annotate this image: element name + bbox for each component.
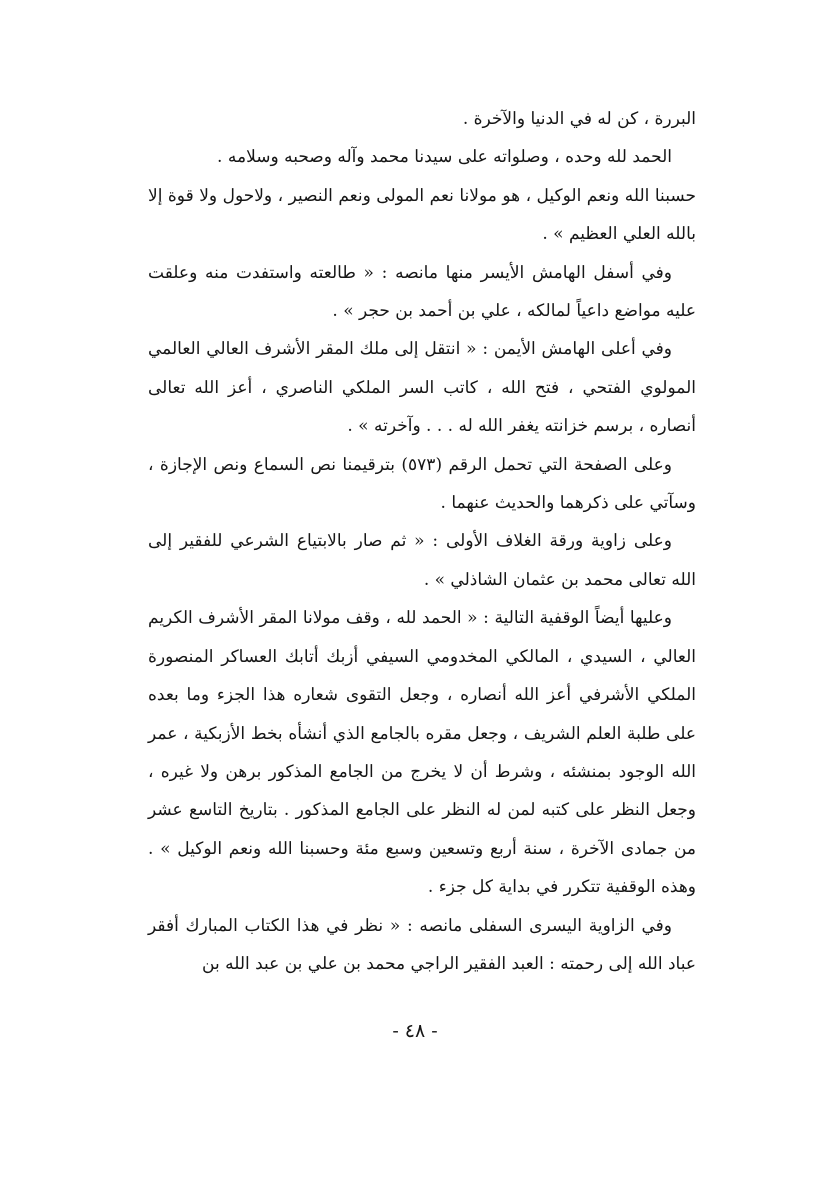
body-text bbox=[148, 100, 696, 983]
paragraph-hasbuna: حسبنا الله ونعم الوكيل ، هو مولانا نعم المولى ونعم النصير ، ولاحول ولا قوة إلا بالله العلي العظيم » . bbox=[148, 185, 696, 245]
paragraph-waqf-endowment: وعليها أيضاً الوقفية التالية : « الحمد لله ، وقف مولانا المقر الأشرف الكريم العالي ، السيدي ، المالكي المخدومي السيفي أزبك أتابك العساكر المنصورة الملكي الأشرفي أعز الله أنصاره ، وجعل التقوى شعاره هذا الجزء وما بعده على طلبة العلم الشريف ، وجعل مقره بالجامع الذي أنشأه بخط الأزبكية ، عمر الله الوجود بمنشئه ، وشرط أن لا يخرج من الجامع المذكور برهن ولا غيره ، وجعل النظر على كتبه لمن له النظر على الجامع المذكور . بتاريخ التاسع عشر من جمادى الآخرة ، سنة أربع وتسعين وسبع مئة وحسبنا الله ونعم الوكيل » . وهذه الوقفية تتكرر في بداية كل جزء . bbox=[148, 608, 696, 898]
paragraph-lower-left-corner: وفي الزاوية اليسرى السفلى مانصه : « نظر في هذا الكتاب المبارك أفقر عباد الله إلى رحمته : العبد الفقير الراجي محمد بن علي بن عبد الله بن bbox=[148, 915, 696, 974]
paragraph-cover-corner: وعلى زاوية ورقة الغلاف الأولى : « ثم صار بالابتياع الشرعي للفقير إلى الله تعالى محمد بن عثمان الشاذلي » . bbox=[148, 531, 696, 590]
paragraph-left-margin-note: وفي أسفل الهامش الأيسر منها مانصه : « طالعته واستفدت منه وعلقت عليه مواضع داعياً لمالكه ، علي بن أحمد بن حجر » . bbox=[148, 262, 696, 322]
page-number: - ٤٨ - bbox=[392, 1020, 438, 1042]
paragraph-hamdala: الحمد لله وحده ، وصلواته على سيدنا محمد وآله وصحبه وسلامه . bbox=[217, 147, 672, 168]
paragraph-continuation: البررة ، كن له في الدنيا والآخرة . bbox=[462, 109, 696, 129]
paragraph-sama-ijaza: وعلى الصفحة التي تحمل الرقم (٥٧٣) بترقيمنا نص السماع ونص الإجازة ، وسآتي على ذكرهما والحديث عنهما . bbox=[148, 454, 696, 514]
paragraph-right-margin-note: وفي أعلى الهامش الأيمن : « انتقل إلى ملك المقر الأشرف العالي العالمي المولوي الفتحي ، فتح الله ، كاتب السر الملكي الناصري ، أعز الله تعالى أنصاره ، برسم خزانته يغفر الله له . . . وآخرته » . bbox=[148, 339, 696, 437]
